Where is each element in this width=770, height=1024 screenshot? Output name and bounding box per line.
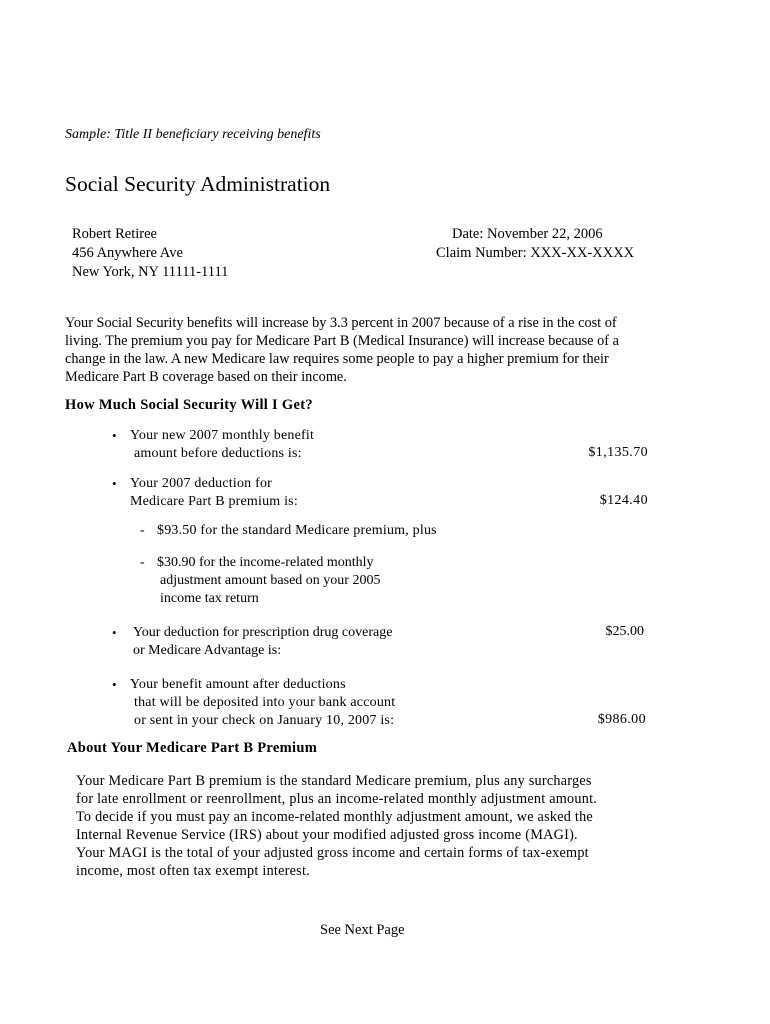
notice-info	[436, 225, 634, 263]
sub-list-item-line: $93.50 for the standard Medicare premium, plus	[157, 523, 437, 538]
bullet-icon: •	[112, 677, 117, 692]
agency-title: Social Security Administration	[65, 172, 331, 196]
paragraph-line: for late enrollment or reenrollment, plus an income-related monthly adjustment amount.	[76, 791, 598, 807]
list-item-line: Medicare Part B premium is:	[130, 494, 298, 509]
sub-list-item-line: income tax return	[160, 591, 259, 606]
intro-line: Medicare Part B coverage based on their income.	[65, 369, 347, 385]
recipient-address	[72, 225, 228, 282]
sample-label: Sample: Title II beneficiary receiving benefits	[65, 127, 321, 142]
list-item-line: Your new 2007 monthly benefit	[130, 428, 315, 443]
list-item	[112, 676, 395, 730]
list-item-line: Your deduction for prescription drug coverage	[133, 625, 393, 640]
paragraph-line: To decide if you must pay an income-related monthly adjustment amount, we asked the	[76, 809, 593, 825]
dash-icon: -	[140, 523, 145, 538]
section-heading-premium: About Your Medicare Part B Premium	[67, 740, 318, 756]
intro-line: living. The premium you pay for Medicare Part B (Medical Insurance) will increase because of a	[65, 333, 619, 349]
dash-icon: -	[140, 555, 145, 570]
recipient-city: New York, NY 11111-1111	[72, 264, 229, 280]
intro-paragraph	[65, 314, 675, 386]
list-item-line: amount before deductions is:	[134, 446, 302, 461]
paragraph-line: Your Medicare Part B premium is the standard Medicare premium, plus any surcharges	[76, 773, 592, 789]
list-item	[112, 624, 392, 660]
recipient-name: Robert Retiree	[72, 226, 157, 242]
notice-date: Date: November 22, 2006	[452, 226, 603, 242]
see-next-page: See Next Page	[320, 922, 405, 938]
premium-paragraph	[76, 772, 597, 880]
list-item	[112, 427, 314, 463]
sub-list-item	[140, 522, 437, 540]
list-item-line: Your benefit amount after deductions	[130, 677, 346, 692]
amount-value: $1,135.70	[588, 445, 648, 460]
paragraph-line: income, most often tax exempt interest.	[76, 863, 310, 879]
paragraph-line: Internal Revenue Service (IRS) about your modified adjusted gross income (MAGI).	[76, 827, 578, 843]
amount-value: $986.00	[597, 712, 646, 727]
list-item-line: that will be deposited into your bank account	[134, 695, 396, 710]
list-item	[112, 475, 298, 511]
intro-line: change in the law. A new Medicare law requires some people to pay a higher premium for their	[65, 351, 609, 367]
bullet-icon: •	[112, 625, 117, 640]
sub-list-item-line: $30.90 for the income-related monthly	[157, 555, 374, 570]
section-heading-benefit: How Much Social Security Will I Get?	[65, 397, 313, 413]
sub-list-item-line: adjustment amount based on your 2005	[160, 573, 381, 588]
amount-value: $25.00	[605, 624, 644, 639]
bullet-icon: •	[112, 476, 117, 491]
amount-value: $124.40	[599, 493, 648, 508]
list-item-line: Your 2007 deduction for	[130, 476, 273, 491]
list-item-line: or sent in your check on January 10, 2007 is:	[134, 713, 395, 728]
sub-list-item	[140, 554, 380, 608]
bullet-icon: •	[112, 428, 117, 443]
intro-line: Your Social Security benefits will increase by 3.3 percent in 2007 because of a rise in the cost of	[65, 315, 617, 331]
recipient-street: 456 Anywhere Ave	[72, 245, 183, 261]
paragraph-line: Your MAGI is the total of your adjusted gross income and certain forms of tax-exempt	[76, 845, 589, 861]
list-item-line: or Medicare Advantage is:	[133, 643, 282, 658]
claim-number: Claim Number: XXX-XX-XXXX	[436, 245, 635, 261]
